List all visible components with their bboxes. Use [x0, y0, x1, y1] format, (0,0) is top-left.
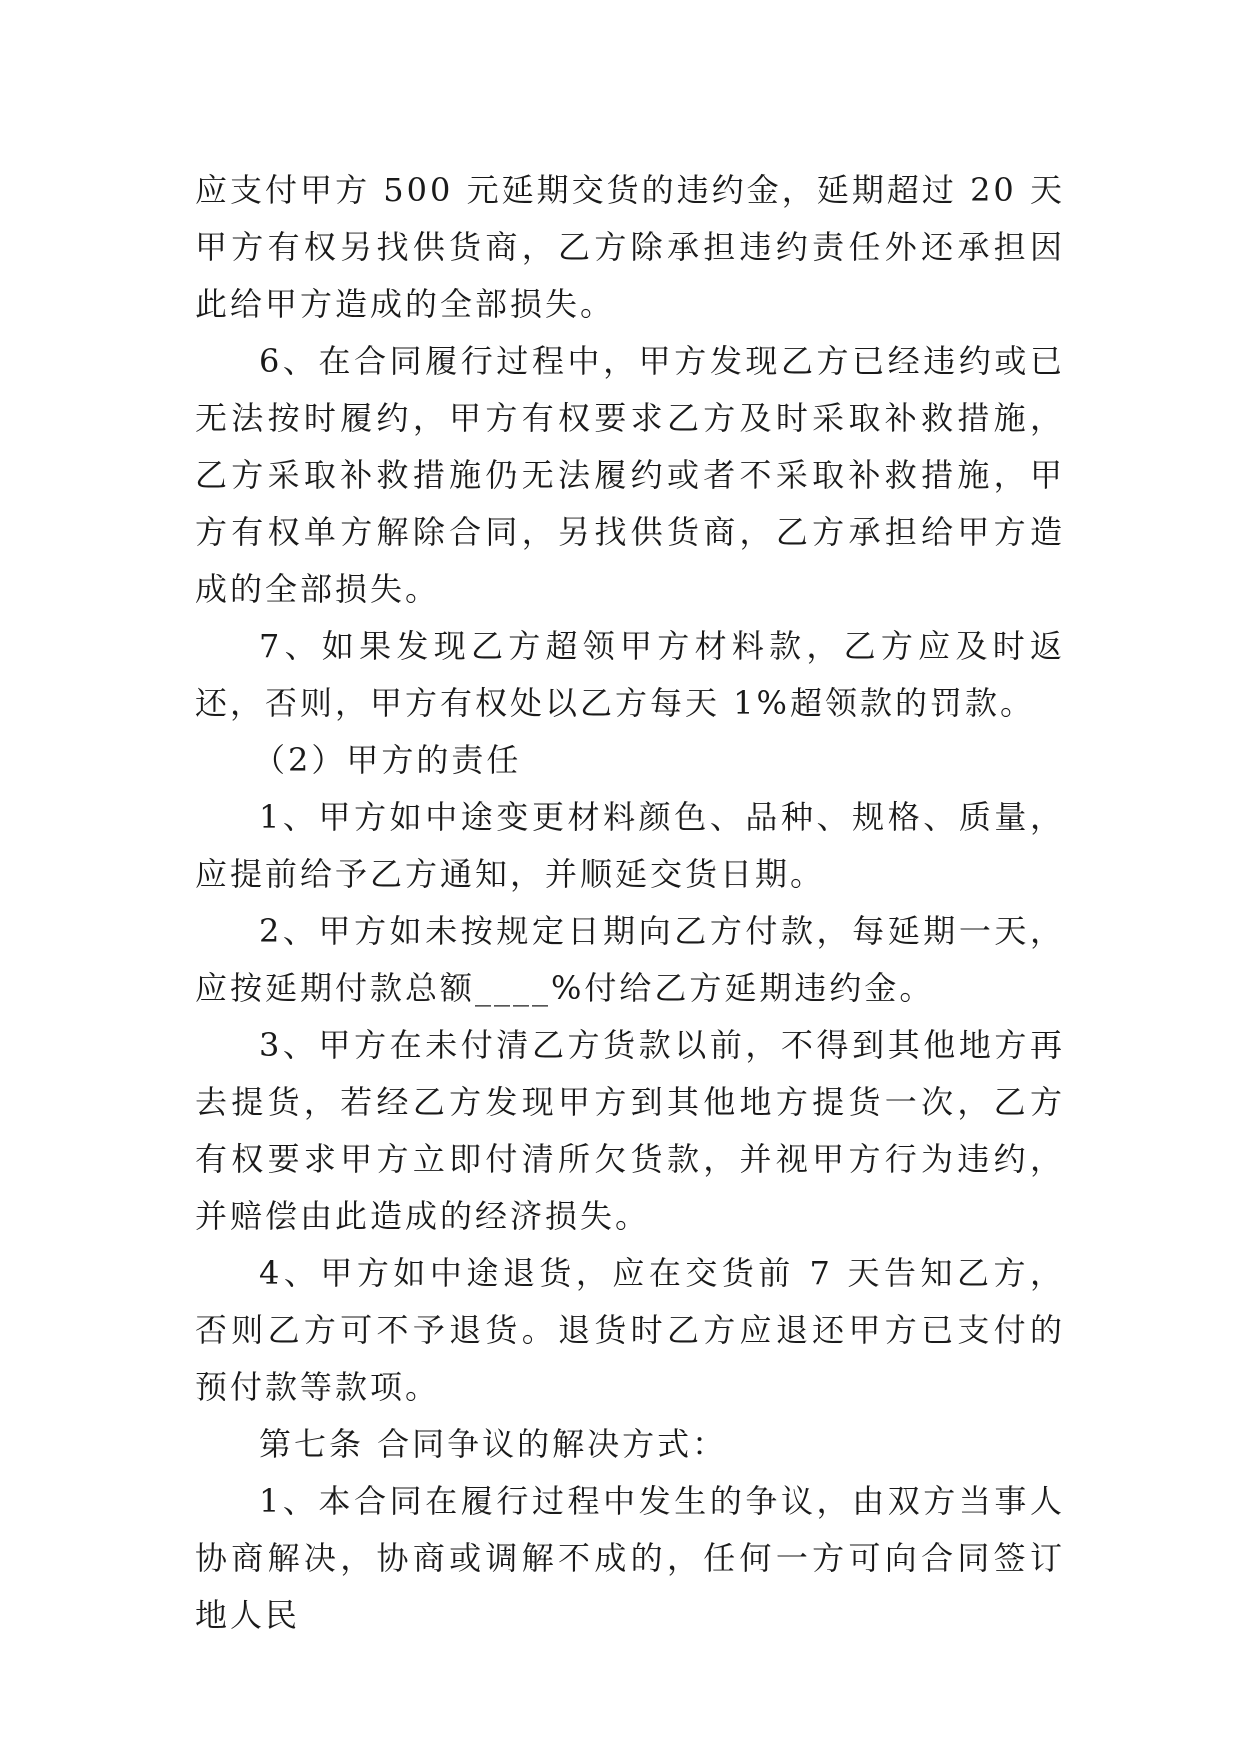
paragraph-party-a-clause-3: 3、甲方在未付清乙方货款以前，不得到其他地方再去提货，若经乙方发现甲方到其他地方提货一次，乙方有权要求甲方立即付清所欠货款，并视甲方行为违约，并赔偿由此造成的经济损失。	[195, 1026, 1065, 1235]
article-7-heading: 第七条 合同争议的解决方式：	[259, 1425, 728, 1463]
paragraph-party-a-clause-1: 1、甲方如中途变更材料颜色、品种、规格、质量，应提前给予乙方通知，并顺延交货日期。	[195, 798, 1065, 893]
paragraph-party-a-clause-4: 4、甲方如中途退货，应在交货前 7 天告知乙方，否则乙方可不予退货。退货时乙方应退还甲方已支付的预付款等款项。	[195, 1254, 1065, 1406]
section-heading-party-a-responsibility: （2）甲方的责任	[253, 741, 522, 779]
paragraph-party-a-clause-2: 2、甲方如未按规定日期向乙方付款，每延期一天，应按延期付款总额____%付给乙方延期违约金。	[195, 912, 1065, 1007]
paragraph-clause-7: 7、如果发现乙方超领甲方材料款，乙方应及时返还，否则，甲方有权处以乙方每天 1%超领款的罚款。	[195, 627, 1065, 722]
document-body	[195, 162, 1065, 1644]
paragraph-article-7-clause-1: 1、本合同在履行过程中发生的争议，由双方当事人协商解决，协商或调解不成的，任何一方可向合同签订地人民	[195, 1482, 1065, 1634]
paragraph-clause-6: 6、在合同履行过程中，甲方发现乙方已经违约或已无法按时履约，甲方有权要求乙方及时采取补救措施，乙方采取补救措施仍无法履约或者不采取补救措施，甲方有权单方解除合同，另找供货商，乙方承担给甲方造成的全部损失。	[195, 342, 1065, 608]
paragraph-late-delivery-penalty: 应支付甲方 500 元延期交货的违约金，延期超过 20 天甲方有权另找供货商，乙方除承担违约责任外还承担因此给甲方造成的全部损失。	[195, 171, 1065, 323]
